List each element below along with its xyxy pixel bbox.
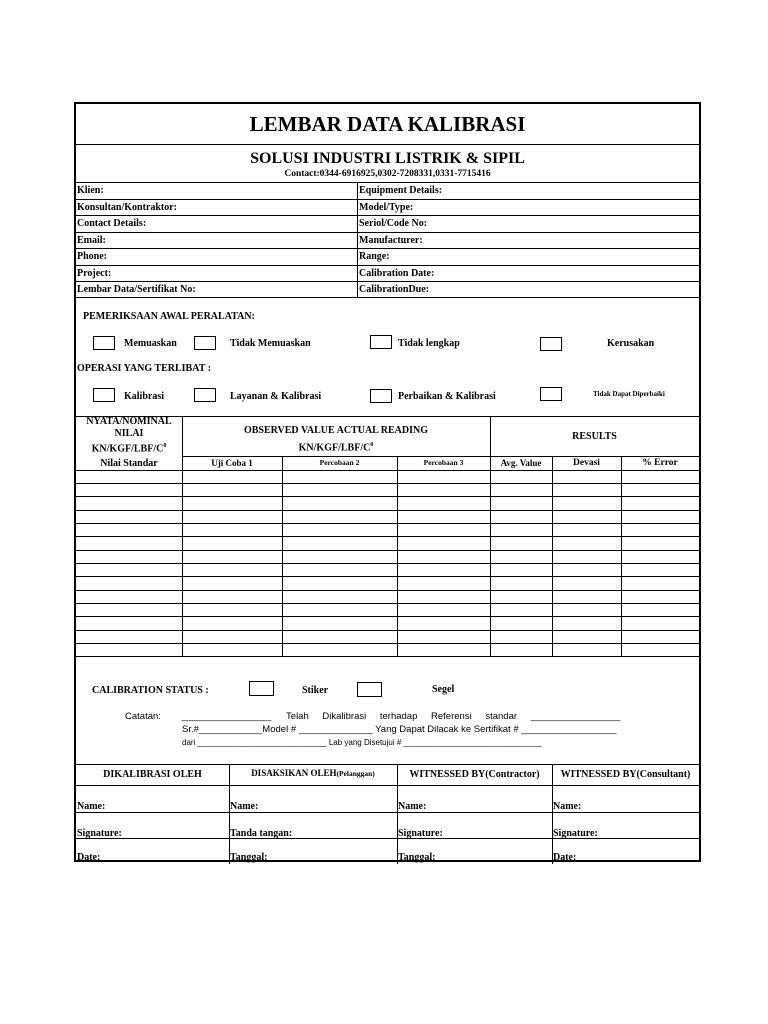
notes-line-1: Catatan: _________________ Telah Dikalibrasi terhadap Referensi standar _________________ [125, 711, 621, 722]
serial-code-label: Seriol/Code No: [359, 218, 428, 229]
col-uji-coba-1: Uji Coba 1 [211, 458, 253, 468]
sig1-date: Date: [77, 852, 101, 863]
sig-header-contractor: WITNESSED BY(Contractor) [409, 769, 540, 780]
checkbox-stiker[interactable] [249, 681, 274, 696]
certificate-no-label: Lembar Data/Sertifikat No: [77, 284, 196, 295]
checkbox-tidak-dapat-diperbaiki[interactable] [540, 387, 562, 401]
calibration-due-label: CalibrationDue: [359, 284, 429, 295]
operation-heading: OPERASI YANG TERLIBAT : [77, 363, 212, 374]
col-devasi: Devasi [573, 458, 600, 468]
sig4-signature: Signature: [553, 828, 598, 839]
sig4-date: Date: [553, 852, 577, 863]
range-label: Range: [359, 251, 390, 262]
model-type-label: Model/Type: [359, 202, 414, 213]
manufacturer-label: Manufacturer: [359, 235, 423, 246]
sig4-name: Name: [553, 801, 582, 812]
contact-details-label: Contact Details: [77, 218, 147, 229]
sig3-date: Tanggal: [398, 852, 436, 863]
sig3-signature: Signature: [398, 828, 443, 839]
notes-line-3: dari _____________________________ Lab yang Disetujui # _______________________________ [182, 738, 542, 747]
sig2-signature: Tanda tangan: [230, 828, 293, 839]
sig-header-consultant: WITNESSED BY(Consultant) [560, 769, 691, 780]
col-percobaan-2: Percobaan 2 [319, 458, 360, 467]
company-name: SOLUSI INDUSTRI LISTRIK & SIPIL [250, 150, 525, 167]
page-title: LEMBAR DATA KALIBRASI [249, 112, 526, 136]
col-error: % Error [642, 458, 678, 468]
checkbox-tidak-lengkap[interactable] [370, 335, 392, 349]
checkbox-kerusakan[interactable] [540, 337, 562, 351]
calibration-date-label: Calibration Date: [359, 268, 435, 279]
col-percobaan-3: Percobaan 3 [423, 458, 464, 467]
option-tidak-memuaskan: Tidak Memuaskan [230, 338, 311, 349]
consultant-label: Konsultan/Kontraktor: [77, 202, 178, 213]
checkbox-tidak-memuaskan[interactable] [194, 336, 216, 350]
sig2-date: Tanggal: [230, 852, 268, 863]
project-label: Project: [77, 268, 112, 279]
calibration-status-label: CALIBRATION STATUS : [92, 685, 209, 696]
checkbox-segel[interactable] [357, 682, 382, 697]
sig3-name: Name: [398, 801, 427, 812]
sig2-name: Name: [230, 801, 259, 812]
option-segel: Segel [432, 684, 455, 695]
notes-line-2: Sr.#____________Model # ______________ Yang Dapat Dilacak ke Sertifikat # __________________ [182, 724, 617, 735]
sig-header-witnessed-customer: DISAKSIKAN OLEH(Pelanggan) [251, 768, 375, 778]
email-label: Email: [77, 235, 106, 246]
observed-header: OBSERVED VALUE ACTUAL READING $KN/KGF/LBF/C^0$ [243, 425, 429, 454]
option-tidak-dapat-diperbaiki: Tidak Dapat Diperbaiki [593, 390, 665, 398]
client-label: Klien: [77, 185, 104, 196]
sig-header-calibrated-by: DIKALIBRASI OLEH [103, 769, 202, 780]
contact-line: Contact:0344-6916925,0302-7208331,0331-7715416 [284, 169, 491, 179]
checkbox-perbaikan-kalibrasi[interactable] [370, 389, 392, 403]
checkbox-memuaskan[interactable] [93, 336, 115, 350]
nominal-header: NYATA/NOMINAL NILAI $KN/KGF/LBF/C^0$ [86, 416, 172, 455]
option-layanan-kalibrasi: Layanan & Kalibrasi [230, 391, 322, 402]
phone-label: Phone: [77, 251, 107, 262]
option-tidak-lengkap: Tidak lengkap [398, 338, 460, 349]
sig1-name: Name: [77, 801, 106, 812]
checkbox-kalibrasi[interactable] [93, 388, 115, 402]
option-memuaskan: Memuaskan [124, 338, 177, 349]
results-header: RESULTS [572, 431, 617, 442]
option-kerusakan: Kerusakan [607, 338, 655, 349]
col-avg-value: Avg. Value [500, 458, 542, 468]
option-stiker: Stiker [302, 685, 329, 696]
sig1-signature: Signature: [77, 828, 122, 839]
inspection-heading: PEMERIKSAAN AWAL PERALATAN: [83, 311, 255, 322]
calibration-form [74, 102, 701, 862]
equipment-details-label: Equipment Details: [359, 185, 443, 196]
option-perbaikan-kalibrasi: Perbaikan & Kalibrasi [398, 391, 496, 402]
col-nilai-standar: Nilai Standar [100, 458, 158, 469]
option-kalibrasi: Kalibrasi [124, 391, 165, 402]
checkbox-layanan-kalibrasi[interactable] [194, 388, 216, 402]
